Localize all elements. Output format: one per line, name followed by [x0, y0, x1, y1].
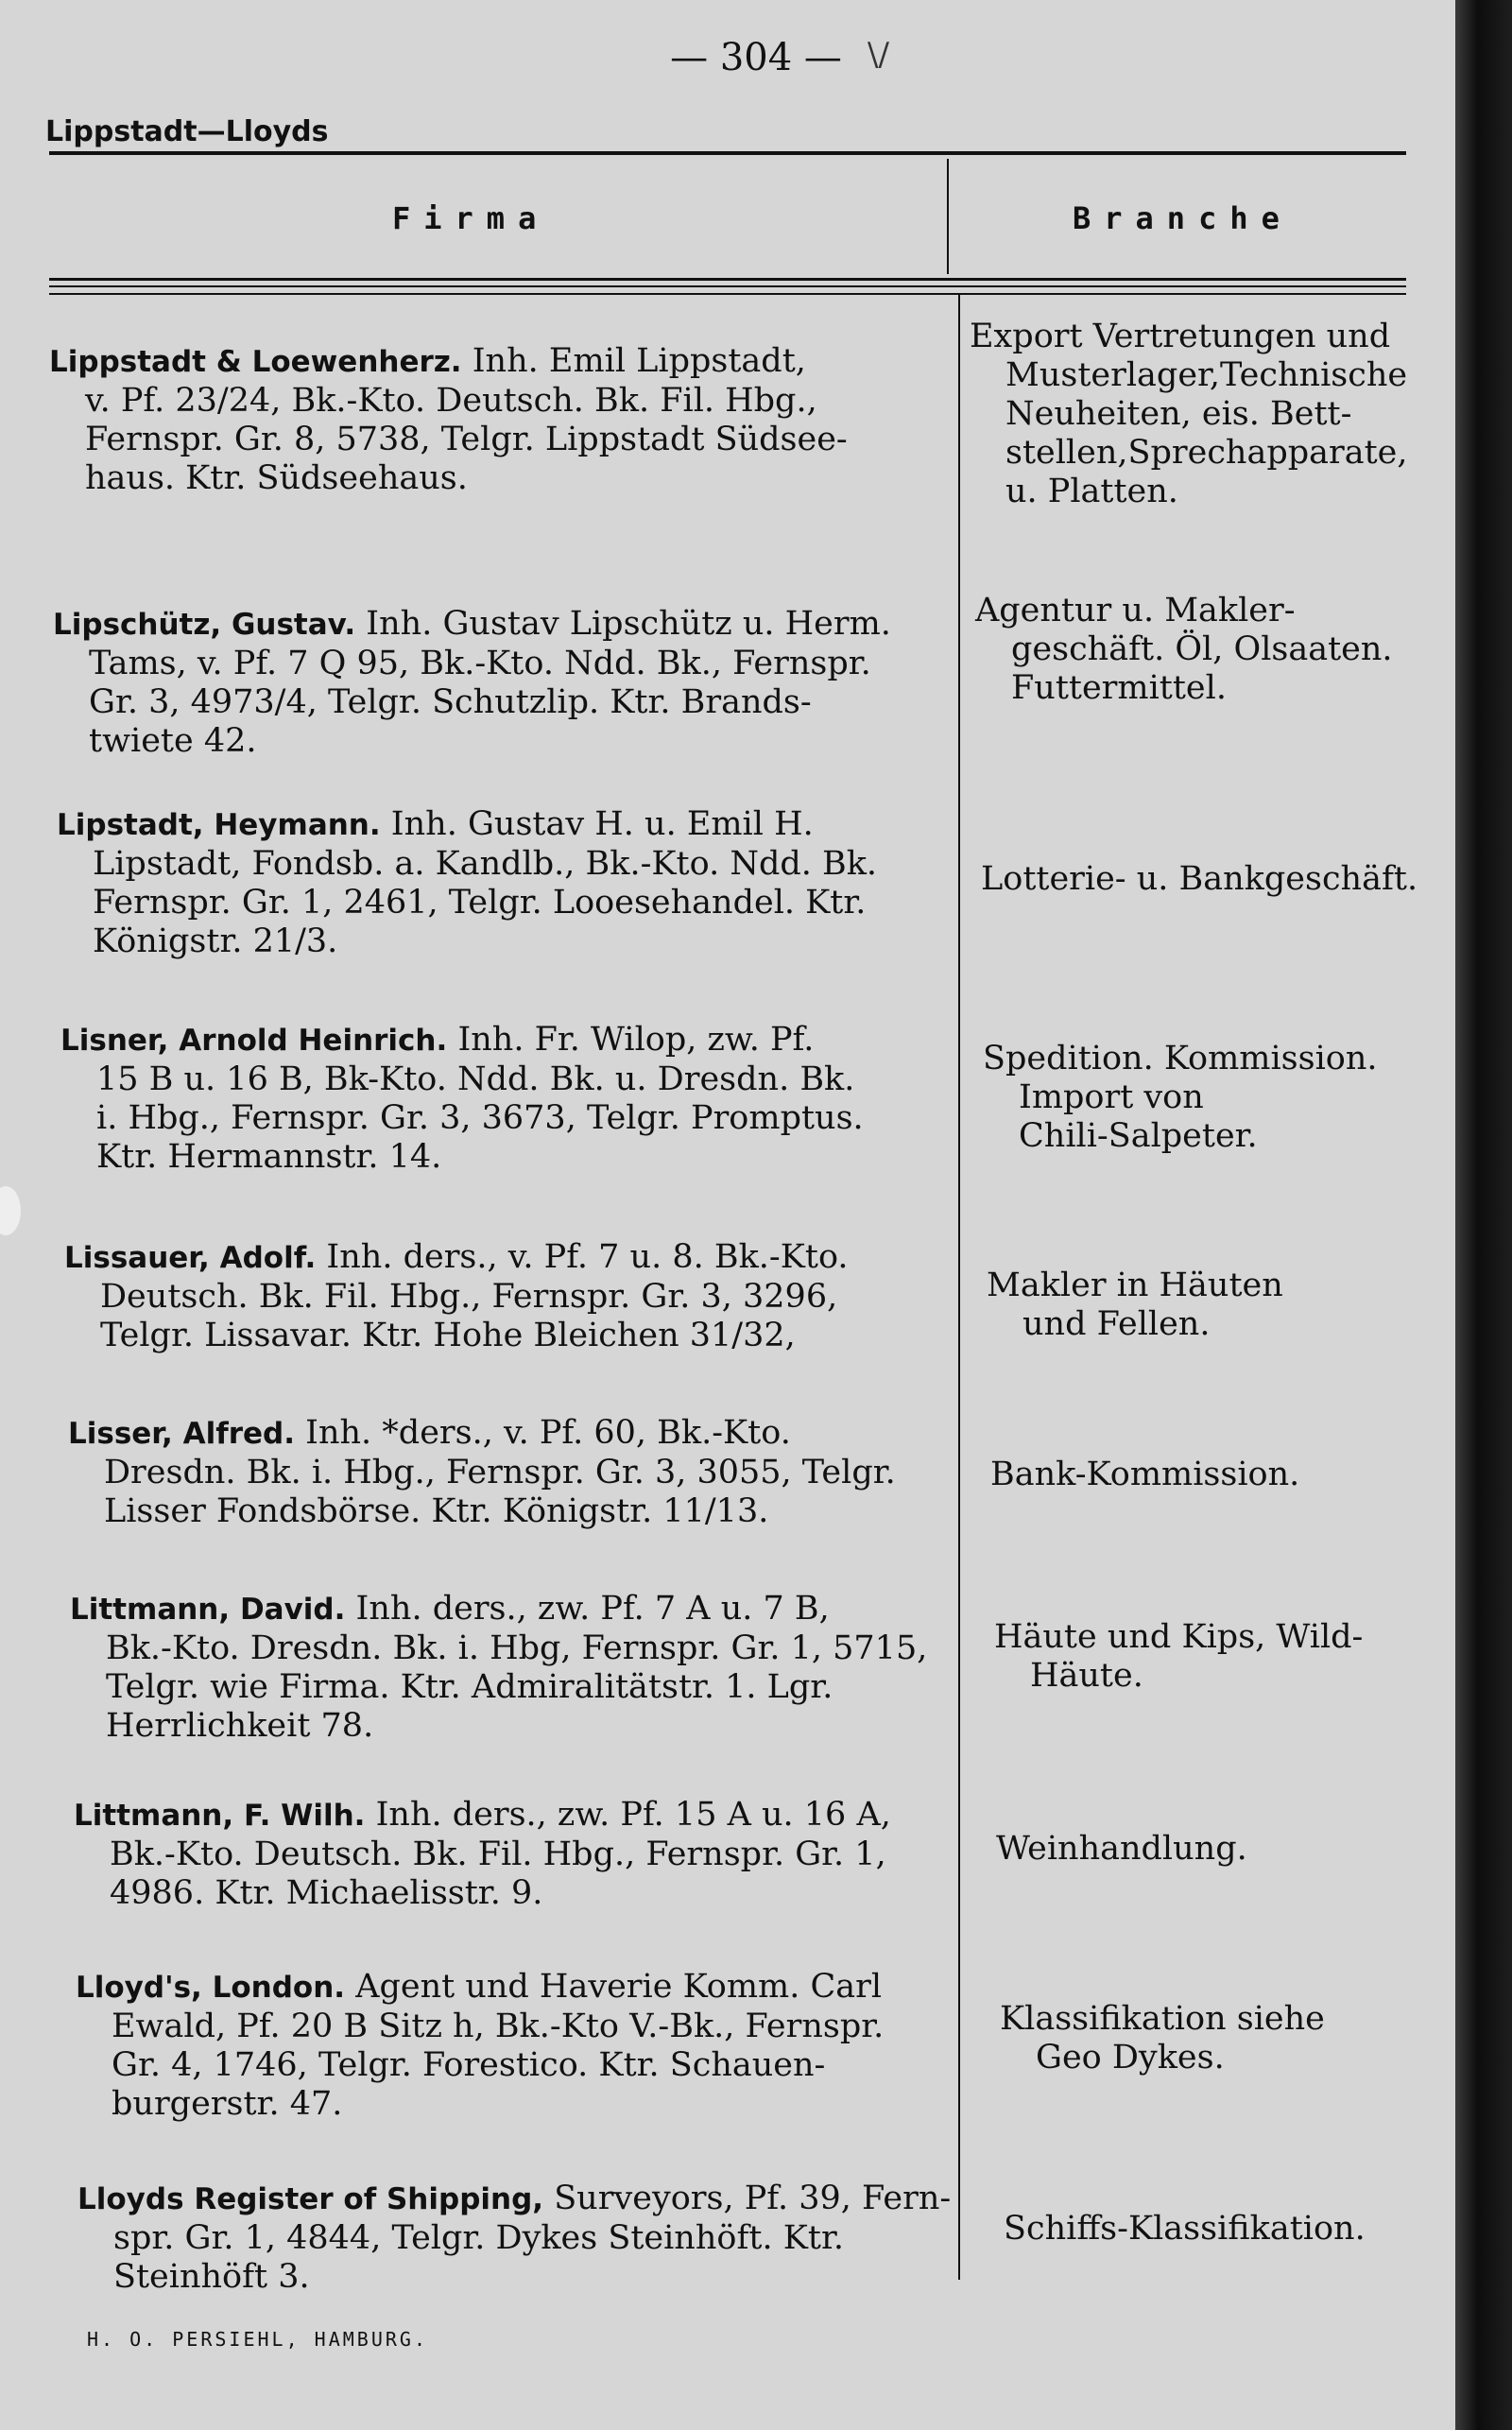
running-head: Lippstadt—Lloyds [45, 115, 329, 148]
header-branche: Branche [1073, 200, 1293, 236]
firm-name: Lloyd's, London. [76, 1971, 346, 2005]
entry-lloyds-register: Lloyds Register of Shipping, Surveyors, Pf. 39, Fern- spr. Gr. 1, 4844, Telgr. Dykes Steinhöft. Ktr. Steinhöft 3. [77, 2180, 952, 2296]
binding-hole [0, 1186, 21, 1235]
branche-lloyds-london: Klassifikation siehe Geo Dykes. [1000, 2000, 1325, 2077]
branche-littmann-david: Häute und Kips, Wild- Häute. [994, 1618, 1364, 1695]
branche-lisser: Bank-Kommission. [990, 1456, 1300, 1493]
header-rule-2 [49, 285, 1406, 287]
branche-lippstadt-loewenherz: Export Vertretungen und Musterlager,Technische Neuheiten, eis. Bett- stellen,Sprechapparate, u. Platten. [970, 318, 1408, 510]
top-rule [49, 151, 1406, 155]
entry-lloyds-london: Lloyd's, London. Agent und Haverie Komm. Carl Ewald, Pf. 20 B Sitz h, Bk.-Kto V.-Bk., Fernspr. Gr. 4, 1746, Telgr. Forestico. Ktr. Schauen- burgerstr. 47. [76, 1968, 885, 2123]
branche-lloyds-register: Schiffs-Klassifikation. [1004, 2210, 1366, 2248]
firm-name: Lloyds Register of Shipping, [77, 2182, 544, 2216]
firm-name: Lissauer, Adolf. [64, 1241, 317, 1275]
firm-name: Littmann, F. Wilh. [74, 1799, 366, 1833]
branche-lissauer: Makler in Häuten und Fellen. [987, 1267, 1283, 1343]
firm-name: Lisner, Arnold Heinrich. [60, 1024, 448, 1058]
branche-lipstadt-heymann: Lotterie- u. Bankgeschäft. [981, 860, 1418, 898]
entry-lisner: Lisner, Arnold Heinrich. Inh. Fr. Wilop, zw. Pf. 15 B u. 16 B, Bk-Kto. Ndd. Bk. u. Dresdn. Bk. i. Hbg., Fernspr. Gr. 3, 3673, Telgr. Promptus. Ktr. Hermannstr. 14. [60, 1021, 864, 1176]
printer-imprint: H. O. PERSIEHL, HAMBURG. [87, 2328, 428, 2351]
entry-littmann-david: Littmann, David. Inh. ders., zw. Pf. 7 A u. 7 B, Bk.-Kto. Dresdn. Bk. i. Hbg, Fernspr. Gr. 1, 5715, Telgr. wie Firma. Ktr. Admiralitätstr. 1. Lgr. Herrlichkeit 78. [70, 1590, 928, 1745]
branche-littmann-wilh: Weinhandlung. [996, 1830, 1247, 1868]
firm-name: Lipschütz, Gustav. [53, 608, 356, 642]
entry-lipstadt-heymann: Lipstadt, Heymann. Inh. Gustav H. u. Emil H. Lipstadt, Fondsb. a. Kandlb., Bk.-Kto. Ndd. Bk. Fernspr. Gr. 1, 2461, Telgr. Looesehandel. Ktr. Königstr. 21/3. [57, 805, 878, 960]
header-rule-1 [49, 278, 1406, 281]
entry-littmann-wilh: Littmann, F. Wilh. Inh. ders., zw. Pf. 15 A u. 16 A, Bk.-Kto. Deutsch. Bk. Fil. Hbg., Fernspr. Gr. 1, 4986. Ktr. Michaelisstr. 9. [74, 1796, 891, 1912]
entry-lisser: Lisser, Alfred. Inh. *ders., v. Pf. 60, Bk.-Kto. Dresdn. Bk. i. Hbg., Fernspr. Gr. 3, 3055, Telgr. Lisser Fondsbörse. Ktr. Königstr. 11/13. [68, 1414, 896, 1530]
header-rule-3 [49, 293, 1406, 295]
entry-lipschuetz: Lipschütz, Gustav. Inh. Gustav Lipschütz u. Herm. Tams, v. Pf. 7 Q 95, Bk.-Kto. Ndd. Bk., Fernspr. Gr. 3, 4973/4, Telgr. Schutzlip. Ktr. Brands- twiete 42. [53, 605, 891, 760]
branche-lipschuetz: Agentur u. Makler- geschäft. Öl, Olsaaten. Futtermittel. [975, 592, 1393, 707]
firm-name: Lipstadt, Heymann. [57, 808, 381, 842]
page-number: — 304 — \/ [670, 36, 889, 79]
firm-name: Lippstadt & Loewenherz. [49, 345, 462, 379]
header-firma: Firma [392, 200, 550, 236]
pencil-mark: \/ [868, 36, 889, 74]
book-spine [1455, 0, 1512, 2430]
entry-lippstadt-loewenherz: Lippstadt & Loewenherz. Inh. Emil Lippstadt, v. Pf. 23/24, Bk.-Kto. Deutsch. Bk. Fil. Hbg., Fernspr. Gr. 8, 5738, Telgr. Lippstadt Südsee- haus. Ktr. Südseehaus. [49, 342, 848, 497]
firm-name: Littmann, David. [70, 1593, 346, 1627]
entry-lissauer: Lissauer, Adolf. Inh. ders., v. Pf. 7 u. 8. Bk.-Kto. Deutsch. Bk. Fil. Hbg., Fernspr. Gr. 3, 3296, Telgr. Lissavar. Ktr. Hohe Bleichen 31/32, [64, 1238, 849, 1354]
branche-lisner: Spedition. Kommission. Import von Chili-Salpeter. [983, 1040, 1378, 1155]
firm-name: Lisser, Alfred. [68, 1417, 295, 1451]
header-divider [947, 159, 949, 274]
